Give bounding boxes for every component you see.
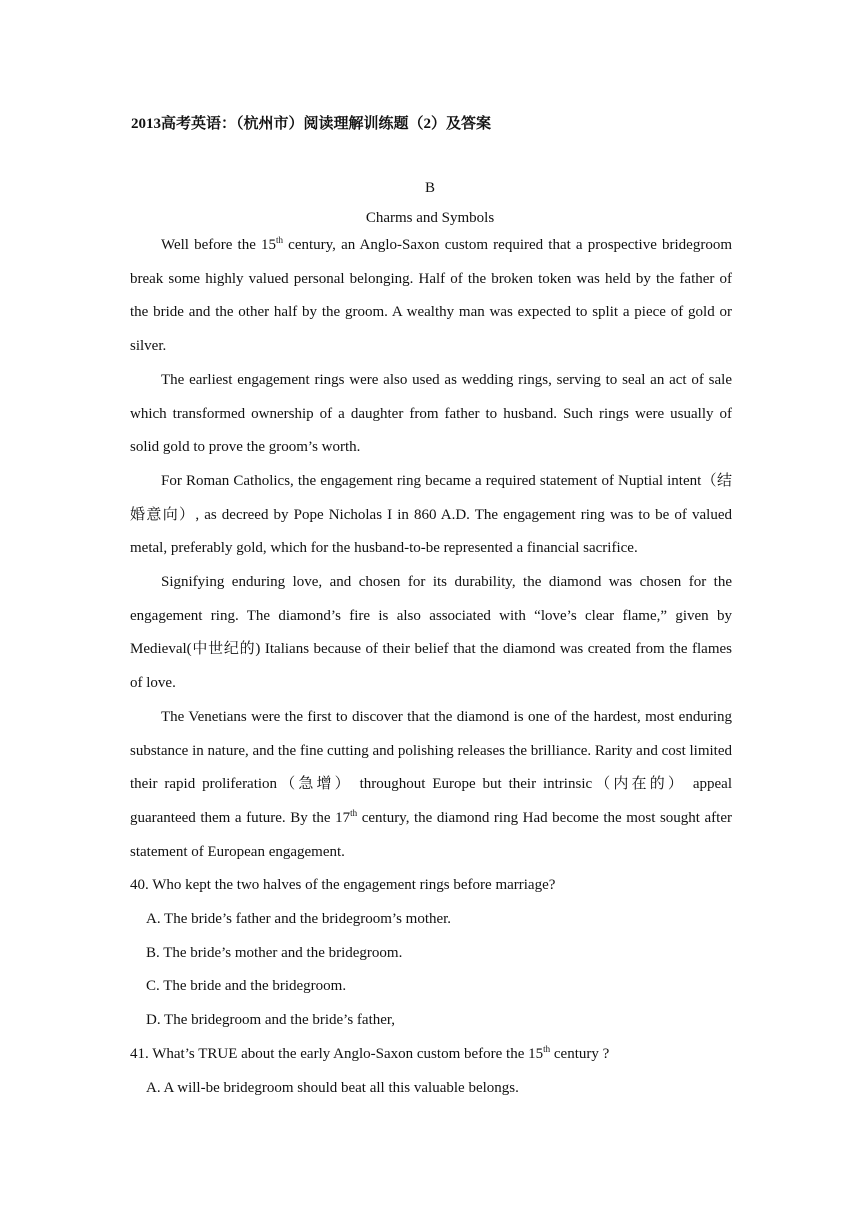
paragraph-4: Signifying enduring love, and chosen for its durability, the diamond was chosen for the engagement ring. The diamond’s fire is also associated with “love’s clear flame,” given by Medieval(中世纪的) Italians because of their belief that the diamond was created from the flames of love. bbox=[130, 574, 732, 692]
question-40: 40. Who kept the two halves of the engagement rings before marriage? bbox=[130, 877, 556, 894]
passage-title: Charms and Symbols bbox=[365, 210, 495, 226]
question-40-option-c: C. The bride and the bridegroom. bbox=[146, 978, 347, 995]
section-letter: B bbox=[424, 180, 435, 196]
paragraph-1: Well before the 15th century, an Anglo-Saxon custom required that a prospective bridegroom break some highly valued personal belonging. Half of the broken token was held by the father of the bride and the other half by the groom. A wealthy man was expected to split a piece of gold or silver. bbox=[130, 235, 732, 355]
passage-body bbox=[130, 229, 732, 1105]
paragraph-2: The earliest engagement rings were also used as wedding rings, serving to seal an act of sale which transformed ownership of a daughter from father to husband. Such rings were usually of solid gold to prove the groom’s worth. bbox=[130, 371, 732, 456]
question-41: 41. What’s TRUE about the early Anglo-Saxon custom before the 15th century ? bbox=[130, 1043, 610, 1062]
question-41-option-a: A. A will-be bridegroom should beat all this valuable belongs. bbox=[146, 1079, 519, 1096]
question-40-option-b: B. The bride’s mother and the bridegroom. bbox=[146, 944, 403, 961]
question-40-option-a: A. The bride’s father and the bridegroom’s mother. bbox=[146, 911, 452, 928]
paragraph-3: For Roman Catholics, the engagement ring became a required statement of Nuptial intent（结婚意向）, as decreed by Pope Nicholas I in 860 A.D. The engagement ring was to be of valued metal, preferably gold, which for the husband-to-be represented a financial sacrifice. bbox=[130, 472, 732, 557]
question-40-option-d: D. The bridegroom and the bride’s father, bbox=[146, 1012, 396, 1029]
document-title: 2013高考英语：（杭州市）阅读理解训练题（2）及答案 bbox=[131, 116, 492, 132]
paragraph-5: The Venetians were the first to discover that the diamond is one of the hardest, most enduring substance in nature, and the fine cutting and polishing releases the brilliance. Rarity and cost limited their rapid proliferation（急增） throughout Europe but their intrinsic（内在的） appeal guaranteed them a future. By the 17th century, the diamond ring Had become the most sought after statement of European engagement. bbox=[130, 708, 732, 860]
